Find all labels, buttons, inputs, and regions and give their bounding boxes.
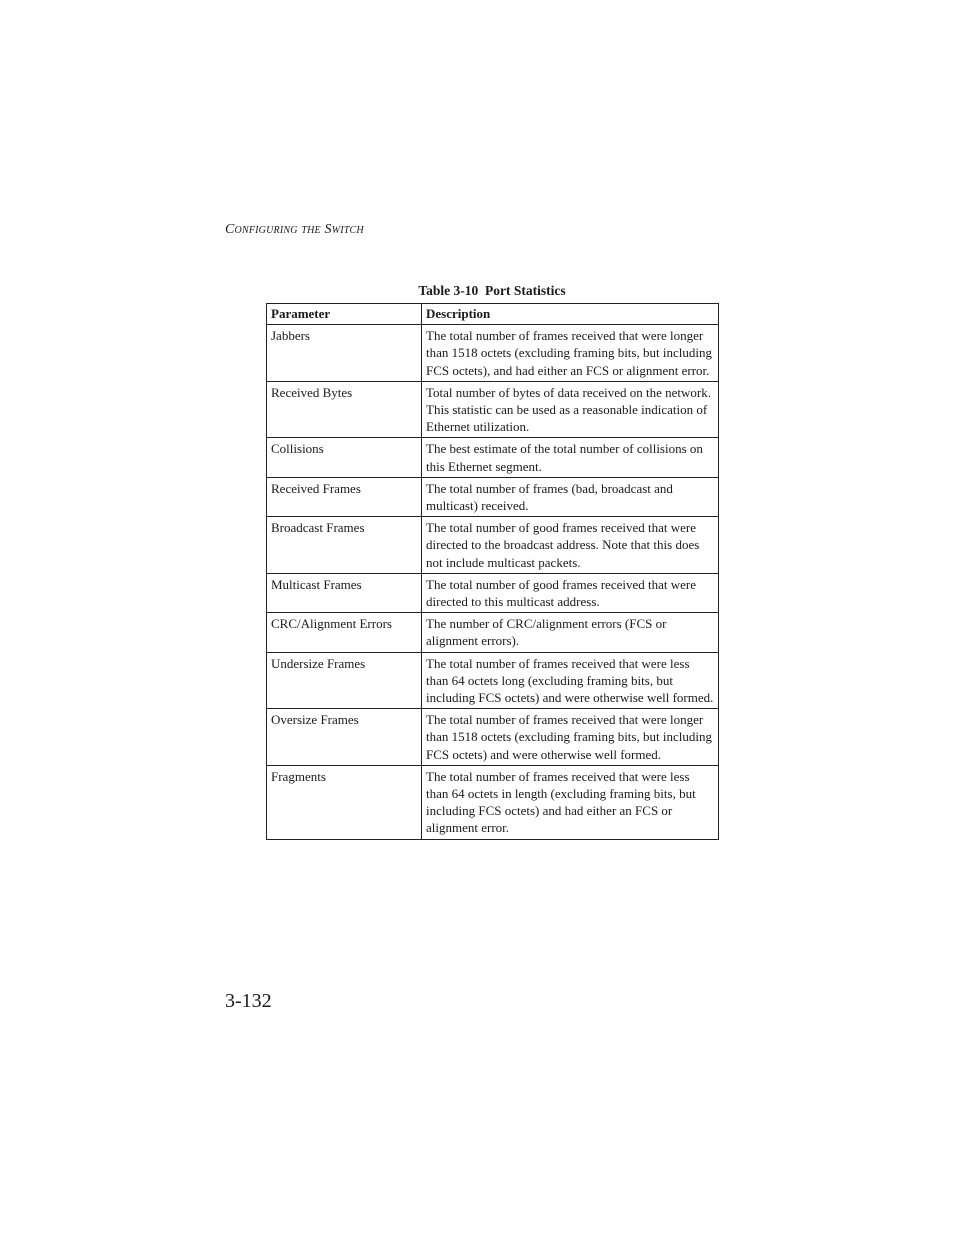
table-row [267, 381, 719, 438]
page-number: 3-132 [225, 990, 272, 1012]
parameter-cell: Jabbers [267, 325, 422, 382]
table-row [267, 477, 719, 516]
description-cell: Total number of bytes of data received on the network. This statistic can be used as a reasonable indication of Ethernet utilization. [422, 381, 719, 438]
description-cell: The total number of frames received that were less than 64 octets long (excluding framing bits, but including FCS octets) and were otherwise well formed. [422, 652, 719, 709]
table-row [267, 613, 719, 652]
parameter-cell: Undersize Frames [267, 652, 422, 709]
table-row [267, 709, 719, 766]
table-row [267, 765, 719, 839]
parameter-cell: CRC/Alignment Errors [267, 613, 422, 652]
parameter-cell: Received Bytes [267, 381, 422, 438]
description-cell: The number of CRC/alignment errors (FCS or alignment errors). [422, 613, 719, 652]
table-row [267, 517, 719, 574]
description-cell: The total number of frames received that were less than 64 octets in length (excluding framing bits, but including FCS octets) and had either an FCS or alignment error. [422, 765, 719, 839]
parameter-cell: Multicast Frames [267, 573, 422, 612]
description-cell: The total number of frames (bad, broadcast and multicast) received. [422, 477, 719, 516]
parameter-cell: Received Frames [267, 477, 422, 516]
table-row [267, 573, 719, 612]
column-header-description: Description [422, 304, 719, 325]
description-cell: The total number of frames received that were longer than 1518 octets (excluding framing bits, but including FCS octets) and were otherwise well formed. [422, 709, 719, 766]
parameter-cell: Broadcast Frames [267, 517, 422, 574]
table-caption: Table 3-10 Port Statistics [418, 283, 566, 298]
running-header: Configuring the Switch [225, 222, 364, 237]
description-cell: The best estimate of the total number of collisions on this Ethernet segment. [422, 438, 719, 477]
table-row [267, 438, 719, 477]
column-header-parameter: Parameter [267, 304, 422, 325]
parameter-cell: Fragments [267, 765, 422, 839]
parameter-cell: Oversize Frames [267, 709, 422, 766]
description-cell: The total number of frames received that were longer than 1518 octets (excluding framing bits, but including FCS octets), and had either an FCS or alignment error. [422, 325, 719, 382]
description-cell: The total number of good frames received that were directed to the broadcast address. Note that this does not include multicast packets. [422, 517, 719, 574]
parameter-cell: Collisions [267, 438, 422, 477]
description-cell: The total number of good frames received that were directed to this multicast address. [422, 573, 719, 612]
table-header-row [267, 304, 719, 325]
table-row [267, 652, 719, 709]
port-statistics-table [266, 303, 719, 840]
table-row [267, 325, 719, 382]
